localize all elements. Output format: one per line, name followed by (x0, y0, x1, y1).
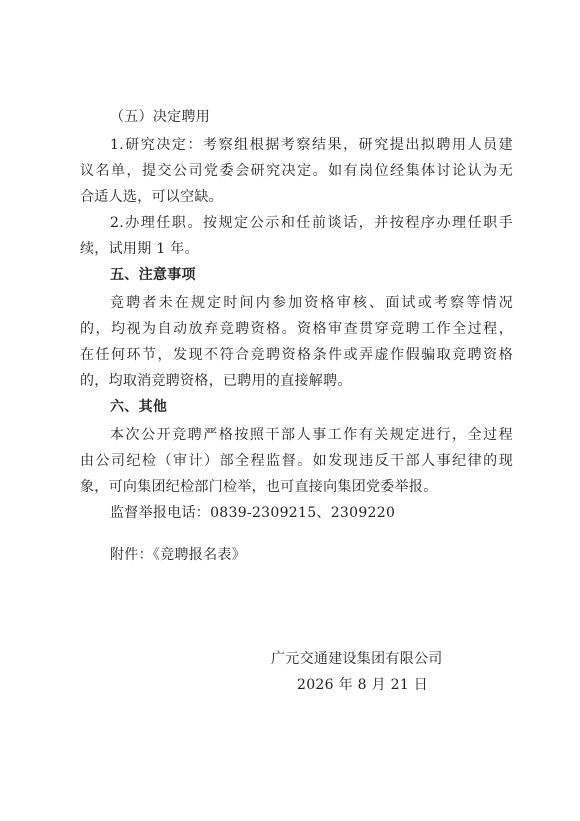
decision-item2-line1: 2.办理任职。按规定公示和任前谈话，并按程序办理任职手 (110, 215, 513, 231)
decision-item1-line2: 议名单，提交公司党委会研究决定。如有岗位经集体讨论认为无 (80, 163, 513, 179)
supervision-hotline: 监督举报电话：0839-2309215、2309220 (110, 505, 396, 521)
decision-item1-line3: 合适人选，可以空缺。 (80, 189, 223, 205)
other-heading: 六、其他 (110, 399, 168, 415)
decision-heading: （五）决定聘用 (110, 109, 211, 125)
other-line1: 本次公开竞聘严格按照干部人事工作有关规定进行，全过程 (110, 427, 513, 443)
attachment-note: 附件：《竞聘报名表》 (110, 547, 246, 563)
notes-line2: 的，均视为自动放弃竞聘资格。资格审查贯穿竞聘工作全过程， (80, 321, 513, 337)
other-line3: 象，可向集团纪检部门检举，也可直接向集团党委举报。 (80, 479, 438, 495)
decision-item1-line1: 1.研究决定：考察组根据考察结果，研究提出拟聘用人员建 (110, 137, 513, 153)
decision-item2-line2: 续，试用期 1 年。 (80, 241, 199, 257)
other-line2: 由公司纪检（审计）部全程监督。如发现违反干部人事纪律的现 (80, 453, 513, 469)
signature-company: 广元交通建设集团有限公司 (271, 651, 443, 667)
signature-date: 2026 年 8 月 21 日 (297, 677, 429, 693)
notes-heading: 五、注意事项 (110, 267, 196, 283)
notes-line1: 竞聘者未在规定时间内参加资格审核、面试或考察等情况 (110, 295, 513, 311)
notes-line3: 在任何环节，发现不符合竞聘资格条件或弄虚作假骗取竞聘资格 (80, 347, 513, 363)
notes-line4: 的，均取消竞聘资格，已聘用的直接解聘。 (80, 373, 352, 389)
